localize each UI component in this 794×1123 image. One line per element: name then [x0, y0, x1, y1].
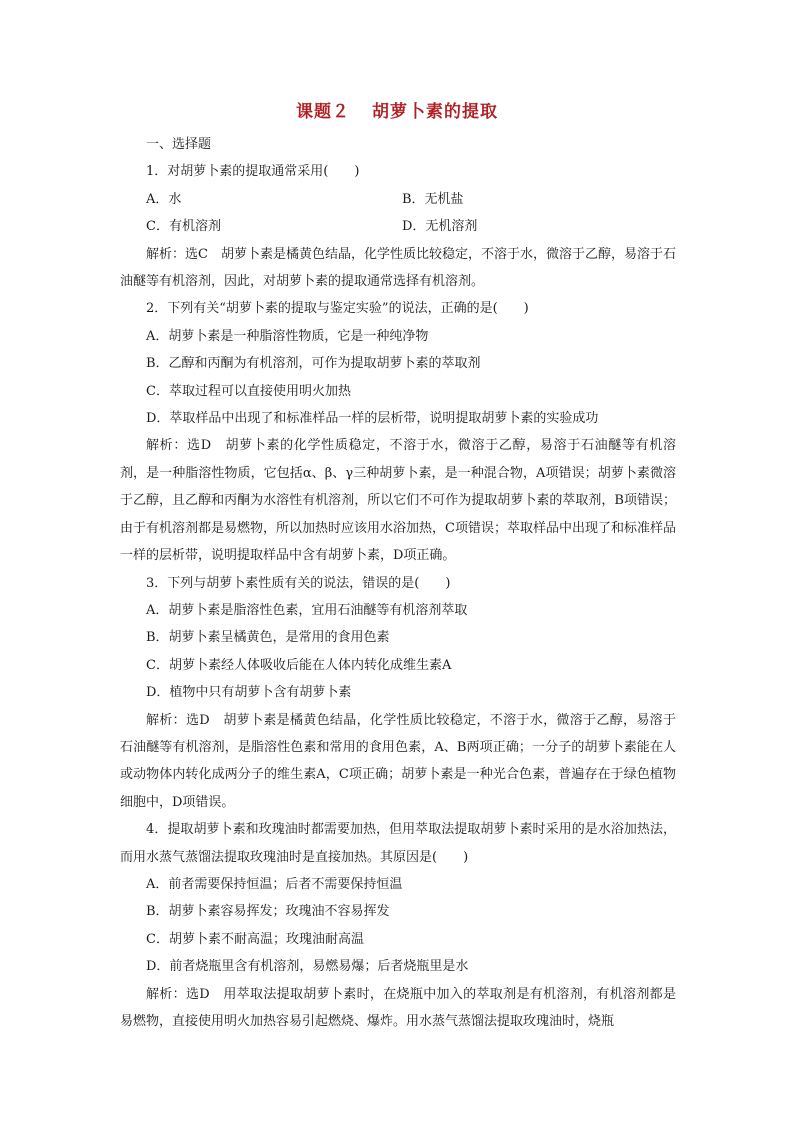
question-1-stem: 1．对胡萝卜素的提取通常采用( ): [146, 164, 360, 180]
title-lesson-number: 课题２: [296, 102, 350, 122]
question-4-option-d: D．前者烧瓶里含有机溶剂，易燃易爆；后者烧瓶里是水: [146, 959, 469, 975]
question-2-option-a: A．胡萝卜素是一种脂溶性物质，它是一种纯净物: [146, 328, 429, 344]
document-body: [120, 131, 676, 1035]
question-2-stem: 2．下列有关“胡萝卜素的提取与鉴定实验”的说法，正确的是( ): [146, 301, 529, 317]
question-1-option-b: B．无机盐: [402, 191, 464, 207]
question-4-stem: 4．提取胡萝卜素和玫瑰油时都需要加热，但用萃取法提取胡萝卜素时采用的是水浴加热法，而用水蒸气蒸馏法提取玫瑰油时是直接加热。其原因是( ): [120, 822, 676, 865]
question-3-option-d: D．植物中只有胡萝卜含有胡萝卜素: [146, 685, 352, 701]
page-title: [0, 97, 794, 122]
question-4-analysis: 解析：选D 用萃取法提取胡萝卜素时，在烧瓶中加入的萃取剂是有机溶剂，有机溶剂都是易燃物，直接使用明火加热容易引起燃烧、爆炸。用水蒸气蒸馏法提取玫瑰油时，烧瓶: [120, 986, 676, 1029]
section-heading: 一、选择题: [146, 137, 212, 152]
question-1-option-c: C．有机溶剂: [146, 219, 221, 235]
question-1-options-row-1: [120, 186, 676, 213]
question-1-options-row-2: [120, 213, 676, 240]
question-3-stem: 3．下列与胡萝卜素性质有关的说法，错误的是( ): [146, 575, 451, 591]
question-3-analysis: 解析：选D 胡萝卜素是橘黄色结晶，化学性质比较稳定，不溶于水，微溶于乙醇，易溶于石油醚等有机溶剂，是脂溶性色素和常用的食用色素，A、B两项正确；一分子的胡萝卜素能在人或动物体内转化成两分子的维生素A，C项正确；胡萝卜素是一种光合色素，普遍存在于绿色植物细胞中，D项错误。: [120, 712, 676, 810]
question-2-analysis: 解析：选D 胡萝卜素的化学性质稳定，不溶于水，微溶于乙醇，易溶于石油醚等有机溶剂，是一种脂溶性物质，它包括α、β、γ三种胡萝卜素，是一种混合物，A项错误；胡萝卜素微溶于乙醇，且乙醇和丙酮为水溶性有机溶剂，所以它们不可作为提取胡萝卜素的萃取剂，B项错误；由于有机溶剂都是易燃物，所以加热时应该用水浴加热，C项错误；萃取样品中出现了和标准样品一样的层析带，说明提取样品中含有胡萝卜素，D项正确。: [120, 438, 676, 564]
question-2-option-d: D．萃取样品中出现了和标准样品一样的层析带，说明提取胡萝卜素的实验成功: [146, 411, 599, 427]
question-4-option-a: A．前者需要保持恒温；后者不需要保持恒温: [146, 876, 403, 892]
title-topic: 胡萝卜素的提取: [372, 102, 498, 122]
question-3-option-c: C．胡萝卜素经人体吸收后能在人体内转化成维生素A: [146, 657, 452, 673]
question-3-option-b: B．胡萝卜素呈橘黄色，是常用的食用色素: [146, 630, 390, 646]
question-1-analysis: 解析：选C 胡萝卜素是橘黄色结晶，化学性质比较稳定，不溶于水，微溶于乙醇，易溶于石油醚等有机溶剂，因此，对胡萝卜素的提取通常选择有机溶剂。: [120, 246, 676, 290]
question-2-option-b: B．乙醇和丙酮为有机溶剂，可作为提取胡萝卜素的萃取剂: [146, 356, 481, 372]
question-3-option-a: A．胡萝卜素是脂溶性色素，宜用石油醚等有机溶剂萃取: [146, 602, 468, 618]
question-4-option-c: C．胡萝卜素不耐高温；玫瑰油耐高温: [146, 931, 364, 947]
question-4-option-b: B．胡萝卜素容易挥发；玫瑰油不容易挥发: [146, 904, 390, 920]
question-1-option-d: D．无机溶剂: [402, 219, 478, 235]
question-1-option-a: A．水: [146, 191, 182, 207]
question-2-option-c: C．萃取过程可以直接使用明火加热: [146, 383, 351, 399]
